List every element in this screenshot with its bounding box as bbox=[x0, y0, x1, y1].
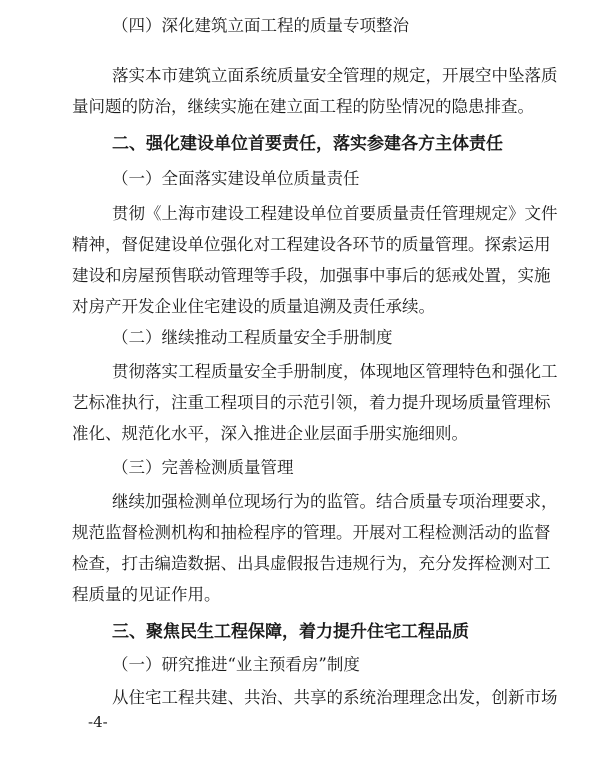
paragraph-line: 检查，打击编造数据、出具虚假报告违规行为，充分发挥检测对工 bbox=[72, 554, 551, 573]
section-heading-3: 三、聚焦民生工程保障，着力提升住宅工程品质 bbox=[112, 622, 469, 642]
subheading-4: （四）深化建筑立面工程的质量专项整治 bbox=[112, 16, 409, 35]
subheading-2: （二）继续推动工程质量安全手册制度 bbox=[112, 328, 393, 347]
paragraph-line: 量问题的防治，继续实施在建立面工程的防坠情况的隐患排查。 bbox=[72, 97, 534, 116]
paragraph-line: 程质量的见证作用。 bbox=[72, 585, 221, 604]
paragraph-line: 艺标准执行，注重工程项目的示范引领，着力提升现场质量管理标 bbox=[72, 393, 551, 412]
paragraph-line: 从住宅工程共建、共治、共享的系统治理理念出发，创新市场 bbox=[112, 688, 558, 707]
paragraph-line: 规范监督检测机构和抽检程序的管理。开展对工程检测活动的监督 bbox=[72, 523, 551, 542]
paragraph-line: 贯彻落实工程质量安全手册制度，体现地区管理特色和强化工 bbox=[112, 362, 558, 381]
page-number: -4- bbox=[88, 713, 108, 731]
paragraph-line: 建设和房屋预售联动管理等手段，加强事中事后的惩戒处置，实施 bbox=[72, 266, 551, 285]
section-heading-2: 二、强化建设单位首要责任，落实参建各方主体责任 bbox=[112, 134, 503, 154]
subheading-1b: （一）研究推进“业主预看房”制度 bbox=[112, 655, 360, 674]
paragraph-line: 精神，督促建设单位强化对工程建设各环节的质量管理。探索运用 bbox=[72, 235, 551, 254]
paragraph-line: 准化、规范化水平，深入推进企业层面手册实施细则。 bbox=[72, 424, 468, 443]
subheading-3: （三）完善检测质量管理 bbox=[112, 458, 294, 477]
paragraph-line: 对房产开发企业住宅建设的质量追溯及责任承续。 bbox=[72, 297, 435, 316]
subheading-1: （一）全面落实建设单位质量责任 bbox=[112, 169, 360, 188]
paragraph-line: 落实本市建筑立面系统质量安全管理的规定，开展空中坠落质 bbox=[112, 66, 558, 85]
paragraph-line: 贯彻《上海市建设工程建设单位首要质量责任管理规定》文件 bbox=[112, 204, 558, 223]
paragraph-line: 继续加强检测单位现场行为的监管。结合质量专项治理要求， bbox=[112, 492, 558, 511]
